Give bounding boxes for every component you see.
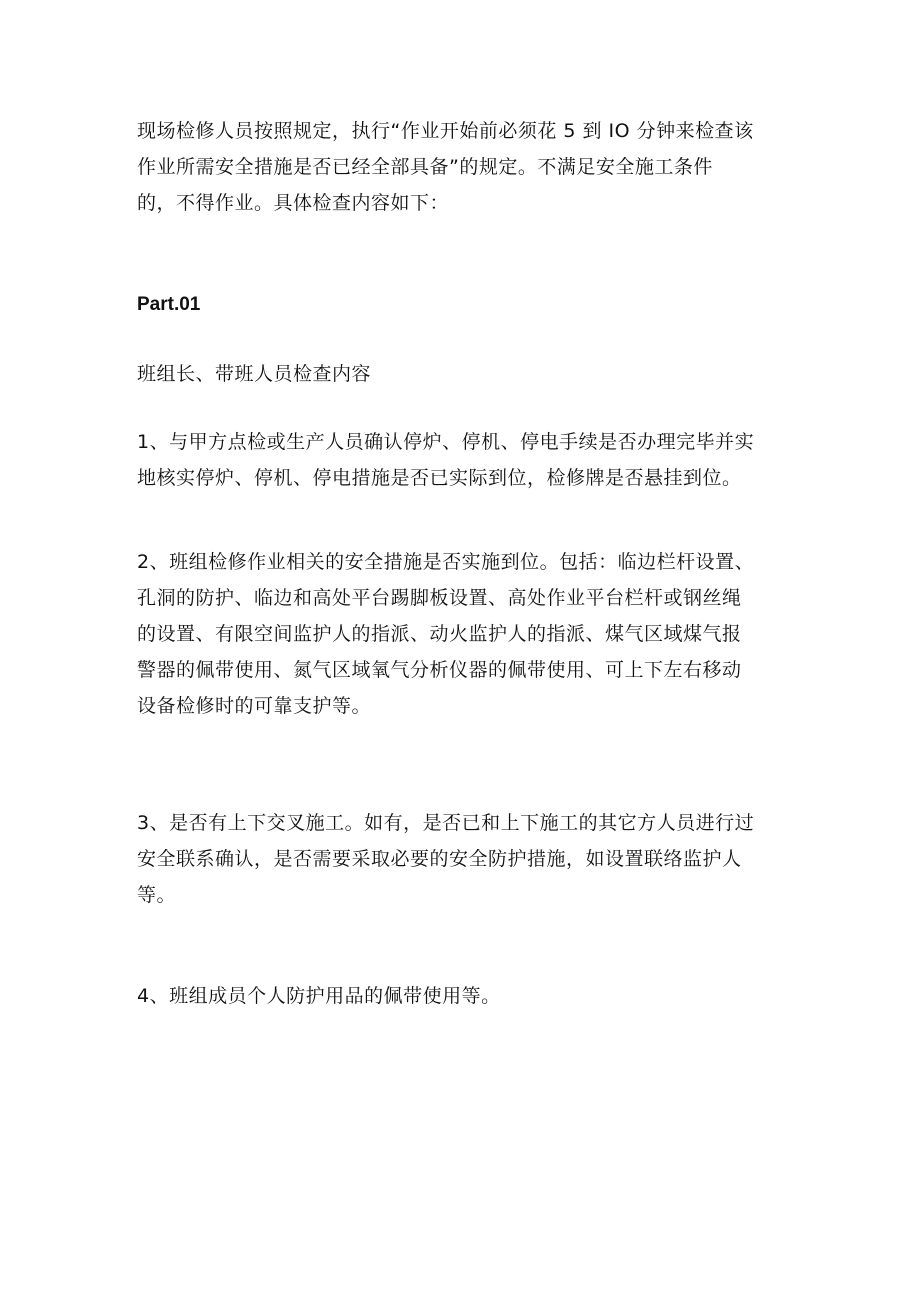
- part-heading: Part.01: [137, 294, 201, 315]
- item-line: 4、班组成员个人防护用品的佩带使用等。: [137, 985, 501, 1007]
- intro-line: 现场检修人员按照规定，执行“作业开始前必须花 5 到 IO 分钟来检查该: [137, 120, 754, 142]
- item-line: 地核实停炉、停机、停电措施是否已实际到位，检修牌是否悬挂到位。: [137, 467, 742, 489]
- part-subtitle: 班组长、带班人员检查内容: [137, 363, 372, 385]
- checklist-item-1: [137, 424, 777, 496]
- intro-line: 的，不得作业。具体检查内容如下：: [137, 192, 450, 214]
- item-line: 2、班组检修作业相关的安全措施是否实施到位。包括：临边栏杆设置、: [137, 551, 755, 573]
- part-subtitle-block: [137, 356, 777, 392]
- item-line: 设备检修时的可靠支护等。: [137, 695, 372, 717]
- item-line: 1、与甲方点检或生产人员确认停炉、停机、停电手续是否办理完毕并实: [137, 431, 755, 453]
- checklist-item-3: [137, 805, 777, 913]
- intro-line: 作业所需安全措施是否已经全部具备”的规定。不满足安全施工条件: [137, 156, 713, 178]
- checklist-item-2: [137, 544, 777, 724]
- item-line: 等。: [137, 884, 177, 906]
- item-line: 孔洞的防护、临边和高处平台踢脚板设置、高处作业平台栏杆或钢丝绳: [137, 587, 742, 609]
- item-line: 的设置、有限空间监护人的指派、动火监护人的指派、煤气区域煤气报: [137, 623, 742, 645]
- intro-paragraph: [137, 113, 777, 221]
- part-heading-block: [137, 287, 777, 323]
- item-line: 警器的佩带使用、氮气区域氧气分析仪器的佩带使用、可上下左右移动: [137, 659, 742, 681]
- item-line: 3、是否有上下交叉施工。如有，是否已和上下施工的其它方人员进行过: [137, 812, 755, 834]
- item-line: 安全联系确认，是否需要采取必要的安全防护措施，如设置联络监护人: [137, 848, 742, 870]
- checklist-item-4: [137, 978, 777, 1014]
